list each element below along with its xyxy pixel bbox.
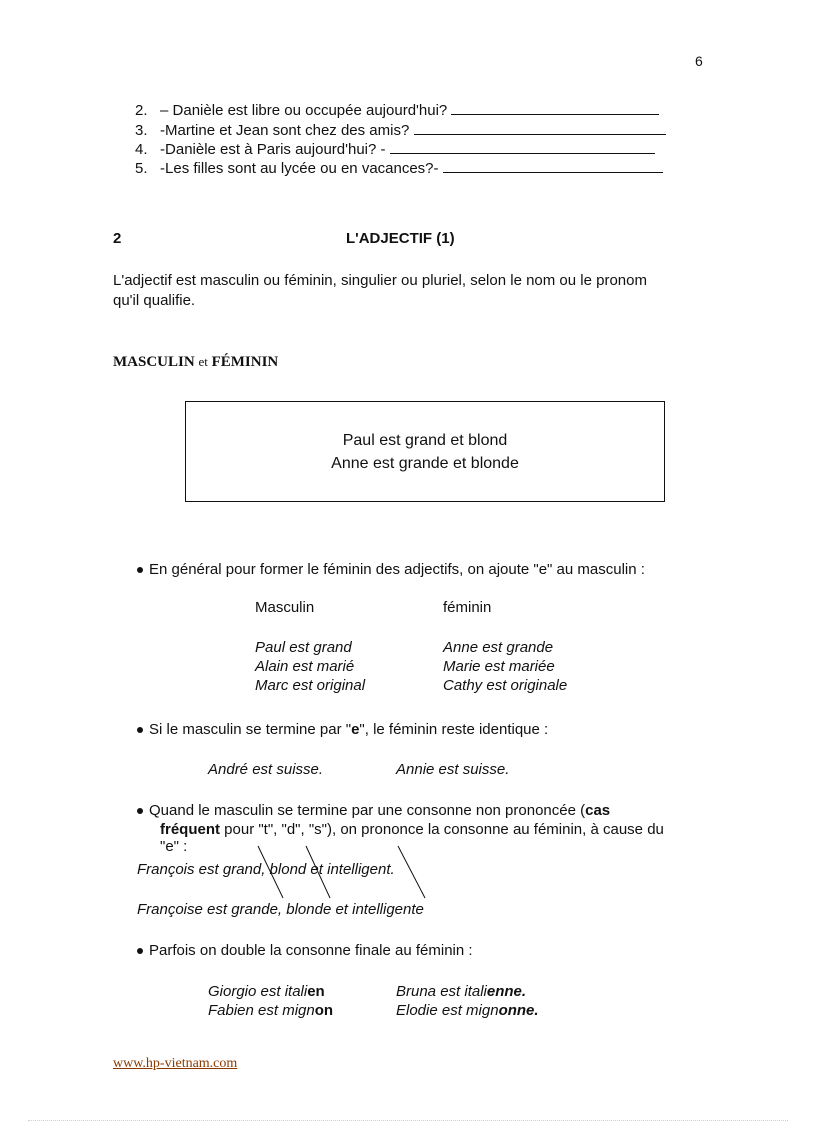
example-feminin-sentence: Françoise est grande, blonde et intelligente xyxy=(137,901,424,918)
question-number: 2. xyxy=(135,102,148,119)
bullet-text: Si le masculin se termine par " xyxy=(149,721,352,738)
intro-line-1: L'adjectif est masculin ou féminin, singulier ou pluriel, selon le nom ou le pronom xyxy=(113,272,647,289)
example-stem: Giorgio est itali xyxy=(208,983,308,1000)
table-cell-masculin: Alain est marié xyxy=(255,658,355,675)
example-masculin xyxy=(208,983,325,1000)
table-head-feminin: féminin xyxy=(443,599,492,616)
table-cell-feminin: Anne est grande xyxy=(443,639,554,656)
bullet-text: En général pour former le féminin des adjectifs, on ajoute "e" au masculin : xyxy=(149,561,645,578)
question-text: -Danièle est à Paris aujourd'hui? - xyxy=(160,141,390,158)
example-ending: en xyxy=(307,983,325,1000)
subheading-et: et xyxy=(198,354,208,369)
bullet-bold: e xyxy=(351,721,360,738)
example-ending: onne. xyxy=(498,1002,539,1019)
section-number: 2 xyxy=(113,230,122,247)
example-stem: Bruna est itali xyxy=(396,983,487,1000)
box-line-2: Anne est grande et blonde xyxy=(331,455,519,472)
strike-line xyxy=(258,846,283,898)
bullet-consonne-line-3: "e" : xyxy=(160,838,188,855)
example-feminin: Annie est suisse. xyxy=(396,761,510,778)
bullet-dot xyxy=(137,948,143,954)
example-feminin xyxy=(396,983,526,1000)
table-cell-feminin: Cathy est originale xyxy=(443,677,568,694)
section-title: L'ADJECTIF (1) xyxy=(346,230,455,247)
bullet-bold: cas xyxy=(585,802,611,819)
bullet-bold: fréquent xyxy=(160,821,220,838)
question-number: 3. xyxy=(135,122,148,139)
example-ending: enne. xyxy=(486,983,527,1000)
question-number: 5. xyxy=(135,160,148,177)
bullet-double xyxy=(137,942,473,959)
subheading-masculin: MASCULIN xyxy=(113,354,195,370)
table-cell-feminin: Marie est mariée xyxy=(443,658,555,675)
example-masculin-sentence: François est grand, blond et intelligent. xyxy=(137,861,395,878)
bullet-text: ", le féminin reste identique : xyxy=(359,721,549,738)
question-text: – Danièle est libre ou occupée aujourd'hui? xyxy=(160,102,452,119)
example-masculin: André est suisse. xyxy=(208,761,324,778)
example-ending: on xyxy=(314,1002,334,1019)
bullet-text: pour "t", "d", "s"), on prononce la consonne au féminin, à cause du xyxy=(220,821,664,838)
page-bottom-divider xyxy=(28,1120,788,1121)
strike-line xyxy=(306,846,330,898)
table-cell-masculin: Marc est original xyxy=(255,677,366,694)
table-cell-masculin: Paul est grand xyxy=(255,639,352,656)
table-head-masculin: Masculin xyxy=(255,599,315,616)
footer-link[interactable]: www.hp-vietnam.com xyxy=(113,1056,238,1071)
question-number: 4. xyxy=(135,141,148,158)
question-text: -Martine et Jean sont chez des amis? xyxy=(160,122,414,139)
example-feminin xyxy=(396,1002,539,1019)
strike-line xyxy=(398,846,425,898)
box-line-1: Paul est grand et blond xyxy=(342,432,508,449)
example-stem: Elodie est mign xyxy=(396,1002,499,1019)
bullet-text: Parfois on double la consonne finale au féminin : xyxy=(149,942,473,959)
intro-line-2: qu'il qualifie. xyxy=(113,292,196,309)
page-number: 6 xyxy=(695,53,703,69)
question-text: -Les filles sont au lycée ou en vacances?- xyxy=(160,160,443,177)
subheading-feminin: FÉMININ xyxy=(211,354,279,370)
example-stem: Fabien est mign xyxy=(208,1002,315,1019)
bullet-text: Quand le masculin se termine par une consonne non prononcée ( xyxy=(149,802,586,819)
example-masculin xyxy=(208,1002,333,1019)
